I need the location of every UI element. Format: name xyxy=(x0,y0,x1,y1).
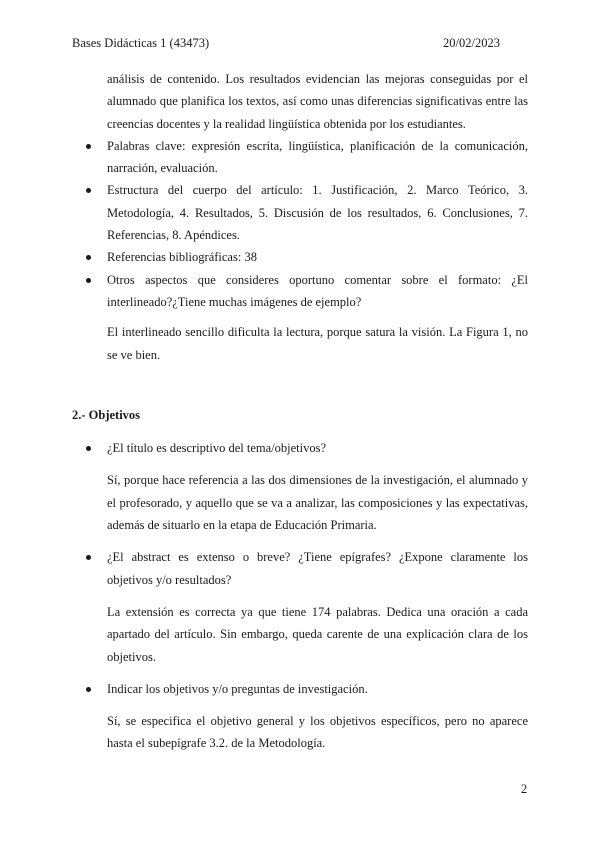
list-item-keywords xyxy=(72,135,528,180)
answer-text: Sí, porque hace referencia a las dos dimensiones de la investigación, el alumnado y el profesorado, y aquello que se va a analizar, las composiciones y las expectativas, además de situarlo en la etapa de Educación Primaria. xyxy=(107,473,528,533)
bullet-icon xyxy=(86,278,91,283)
objectives-list xyxy=(72,546,528,591)
bullet-icon xyxy=(86,188,91,193)
list-item-question xyxy=(72,546,528,591)
list-item-text: Referencias bibliográficas: 38 xyxy=(107,250,257,265)
section-heading-objetivos: 2.- Objetivos xyxy=(72,407,141,422)
list-item-text: Palabras clave: expresión escrita, lingüística, planificación de la comunicación, narración, evaluación. xyxy=(107,138,528,176)
page-body xyxy=(72,68,528,755)
header-date: 20/02/2023 xyxy=(443,36,500,50)
question-text: Indicar los objetivos y/o preguntas de investigación. xyxy=(107,681,368,696)
article-details-list xyxy=(72,135,528,313)
abstract-continuation: análisis de contenido. Los resultados evidencian las mejoras conseguidas por el alumnado que planifica los textos, así como unas diferencias significativas entre las creencias docentes y la realidad lingüística obtenida por los estudiantes. xyxy=(107,72,528,131)
question-text: ¿El abstract es extenso o breve? ¿Tiene epígrafes? ¿Expone claramente los objetivos y/o resultados? xyxy=(107,550,528,587)
list-item-references xyxy=(72,246,528,268)
list-item-text: Otros aspectos que consideres oportuno comentar sobre el formato: ¿El interlineado?¿Tiene muchas imágenes de ejemplo? xyxy=(107,272,528,309)
page-number: 2 xyxy=(521,782,528,796)
list-item-format xyxy=(72,269,528,314)
bullet-icon xyxy=(86,446,91,451)
answer-text: La extensión es correcta ya que tiene 174 palabras. Dedica una oración a cada apartado del artículo. Sin embargo, queda carente de una explicación clara de los objetivos. xyxy=(107,604,528,664)
answer-text: Sí, se especifica el objetivo general y los objetivos específicos, pero no aparece hasta el subepígrafe 3.2. de la Metodología. xyxy=(107,714,528,751)
format-comment: El interlineado sencillo dificulta la lectura, porque satura la visión. La Figura 1, no se ve bien. xyxy=(107,325,528,362)
header-course: Bases Didácticas 1 (43473) xyxy=(72,36,210,50)
objectives-list xyxy=(72,437,528,459)
bullet-icon xyxy=(86,255,91,260)
bullet-icon xyxy=(86,555,91,560)
question-text: ¿El título es descriptivo del tema/objetivos? xyxy=(107,441,327,456)
bullet-icon xyxy=(86,144,91,149)
list-item-text: Estructura del cuerpo del artículo: 1. Justificación, 2. Marco Teórico, 3. Metodología, 4. Resultados, 5. Discusión de los resultados, 6. Conclusiones, 7. Referencias, 8. Apéndices. xyxy=(107,183,528,243)
list-item-question xyxy=(72,437,528,459)
list-item-structure xyxy=(72,179,528,246)
objectives-list xyxy=(72,678,528,700)
bullet-icon xyxy=(86,687,91,692)
list-item-question xyxy=(72,678,528,700)
